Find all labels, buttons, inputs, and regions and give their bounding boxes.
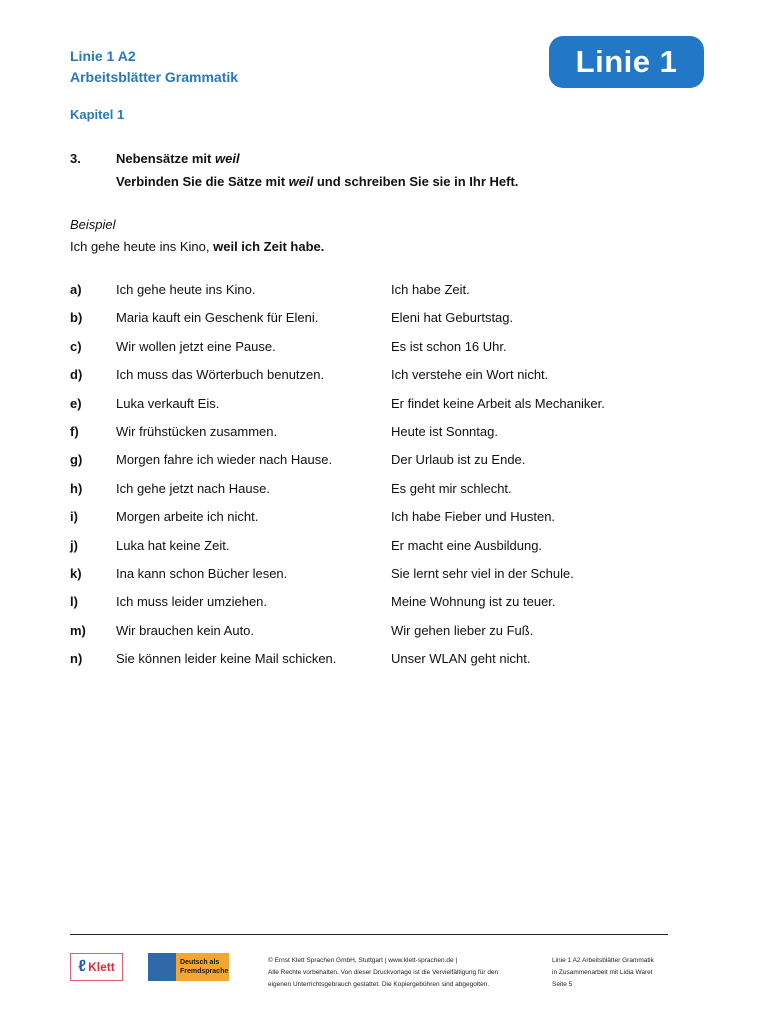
- exercise-item: [70, 339, 670, 367]
- item-letter: g): [70, 452, 83, 468]
- sub-clause: Ich habe Fieber und Husten.: [391, 509, 556, 525]
- main-clause: Morgen fahre ich wieder nach Hause.: [116, 452, 333, 468]
- instruction-post: und schreiben Sie sie in Ihr Heft.: [313, 174, 519, 189]
- exercise-item: [70, 424, 670, 452]
- klett-mark-icon: ℓ: [78, 958, 87, 975]
- sub-clause: Der Urlaub ist zu Ende.: [391, 452, 526, 468]
- daf-logo-line1: Deutsch als: [180, 959, 220, 966]
- exercise-item: [70, 651, 670, 679]
- exercise-list: [70, 282, 670, 679]
- task-title-word: weil: [214, 151, 240, 166]
- task-instruction: [116, 174, 518, 189]
- sub-clause: Eleni hat Geburtstag.: [391, 310, 514, 326]
- klett-logo: [70, 953, 123, 981]
- sub-clause: Unser WLAN geht nicht.: [391, 651, 531, 667]
- exercise-item: [70, 538, 670, 566]
- sub-clause: Ich verstehe ein Wort nicht.: [391, 367, 549, 383]
- copyright-line-3: eigenen Unterrichtsgebrauch gestattet. Die Kopiergebühren sind abgegolten.: [268, 981, 490, 988]
- item-letter: d): [70, 367, 83, 383]
- sub-clause: Ich habe Zeit.: [391, 282, 470, 297]
- item-letter: c): [70, 338, 82, 354]
- main-clause: Ich gehe jetzt nach Hause.: [116, 480, 270, 496]
- sub-clause: Heute ist Sonntag.: [391, 423, 498, 439]
- main-clause: Morgen arbeite ich nicht.: [116, 509, 259, 525]
- task-title-prefix: Nebensätze mit: [116, 151, 215, 166]
- copyright-line-2: Alle Rechte vorbehalten. Von dieser Druckvorlage ist die Vervielfältigung für den: [268, 969, 499, 976]
- task-title: [116, 151, 240, 166]
- main-clause: Maria kauft ein Geschenk für Eleni.: [116, 310, 319, 326]
- copyright-line-1: © Ernst Klett Sprachen GmbH, Stuttgart | www.klett-sprachen.de |: [268, 957, 458, 964]
- main-clause: Ich muss das Wörterbuch benutzen.: [116, 367, 325, 383]
- daf-logo-text-block: [176, 953, 229, 981]
- instruction-pre: Verbinden Sie die Sätze mit: [116, 174, 289, 189]
- main-clause: Sie können leider keine Mail schicken.: [116, 651, 337, 667]
- exercise-item: [70, 452, 670, 480]
- exercise-item: [70, 367, 670, 395]
- item-letter: f): [70, 423, 79, 439]
- main-clause: Wir wollen jetzt eine Pause.: [116, 338, 276, 354]
- item-letter: i): [70, 509, 78, 525]
- item-letter: l): [70, 594, 78, 610]
- main-clause: Luka verkauft Eis.: [116, 395, 220, 411]
- footer-author-info: in Zusammenarbeit mit Lidia Waret: [552, 969, 653, 976]
- item-letter: k): [70, 565, 82, 581]
- main-clause: Wir frühstücken zusammen.: [116, 423, 278, 439]
- book-title: Linie 1 A2: [70, 48, 136, 64]
- footer-info: [552, 955, 682, 991]
- item-letter: h): [70, 480, 83, 496]
- footer-book-info: Linie 1 A2 Arbeitsblätter Grammatik: [552, 957, 654, 964]
- main-clause: Ich gehe heute ins Kino.: [116, 282, 256, 297]
- chapter-label: Kapitel 1: [70, 107, 125, 122]
- exercise-item: [70, 310, 670, 338]
- item-letter: m): [70, 622, 86, 638]
- sub-clause: Es ist schon 16 Uhr.: [391, 338, 507, 354]
- main-clause: Wir brauchen kein Auto.: [116, 622, 255, 638]
- exercise-item: [70, 396, 670, 424]
- example-sentence: [70, 239, 324, 254]
- klett-logo-text: Klett: [88, 960, 115, 974]
- document-header: [70, 46, 238, 88]
- exercise-item: [70, 481, 670, 509]
- main-clause: Ina kann schon Bücher lesen.: [116, 565, 288, 581]
- example-label: Beispiel: [70, 217, 116, 232]
- task-number: 3.: [70, 151, 81, 166]
- main-clause: Luka hat keine Zeit.: [116, 537, 230, 553]
- exercise-item: [70, 623, 670, 651]
- footer-divider: [70, 934, 668, 935]
- item-letter: n): [70, 651, 83, 667]
- footer-copyright: [268, 955, 538, 991]
- example-clause: weil ich Zeit habe.: [213, 239, 325, 254]
- instruction-word: weil: [288, 174, 314, 189]
- exercise-item: [70, 566, 670, 594]
- daf-logo: [148, 953, 229, 981]
- sub-clause: Er macht eine Ausbildung.: [391, 537, 543, 553]
- daf-logo-blue-block: [148, 953, 176, 981]
- sub-clause: Es geht mir schlecht.: [391, 480, 512, 496]
- item-letter: j): [70, 537, 78, 553]
- worksheet-title: Arbeitsblätter Grammatik: [70, 69, 239, 85]
- exercise-item: [70, 509, 670, 537]
- sub-clause: Wir gehen lieber zu Fuß.: [391, 622, 534, 638]
- sub-clause: Er findet keine Arbeit als Mechaniker.: [391, 395, 605, 411]
- footer-page-number: Seite 5: [552, 981, 573, 988]
- exercise-item: [70, 594, 670, 622]
- example-main: Ich gehe heute ins Kino,: [70, 239, 214, 254]
- item-letter: a): [70, 282, 82, 297]
- linie-1-logo: Linie 1: [549, 36, 704, 88]
- item-letter: e): [70, 395, 82, 411]
- item-letter: b): [70, 310, 83, 326]
- exercise-item: [70, 282, 670, 310]
- main-clause: Ich muss leider umziehen.: [116, 594, 268, 610]
- sub-clause: Meine Wohnung ist zu teuer.: [391, 594, 556, 610]
- sub-clause: Sie lernt sehr viel in der Schule.: [391, 565, 574, 581]
- daf-logo-line2: Fremdsprache: [180, 968, 229, 975]
